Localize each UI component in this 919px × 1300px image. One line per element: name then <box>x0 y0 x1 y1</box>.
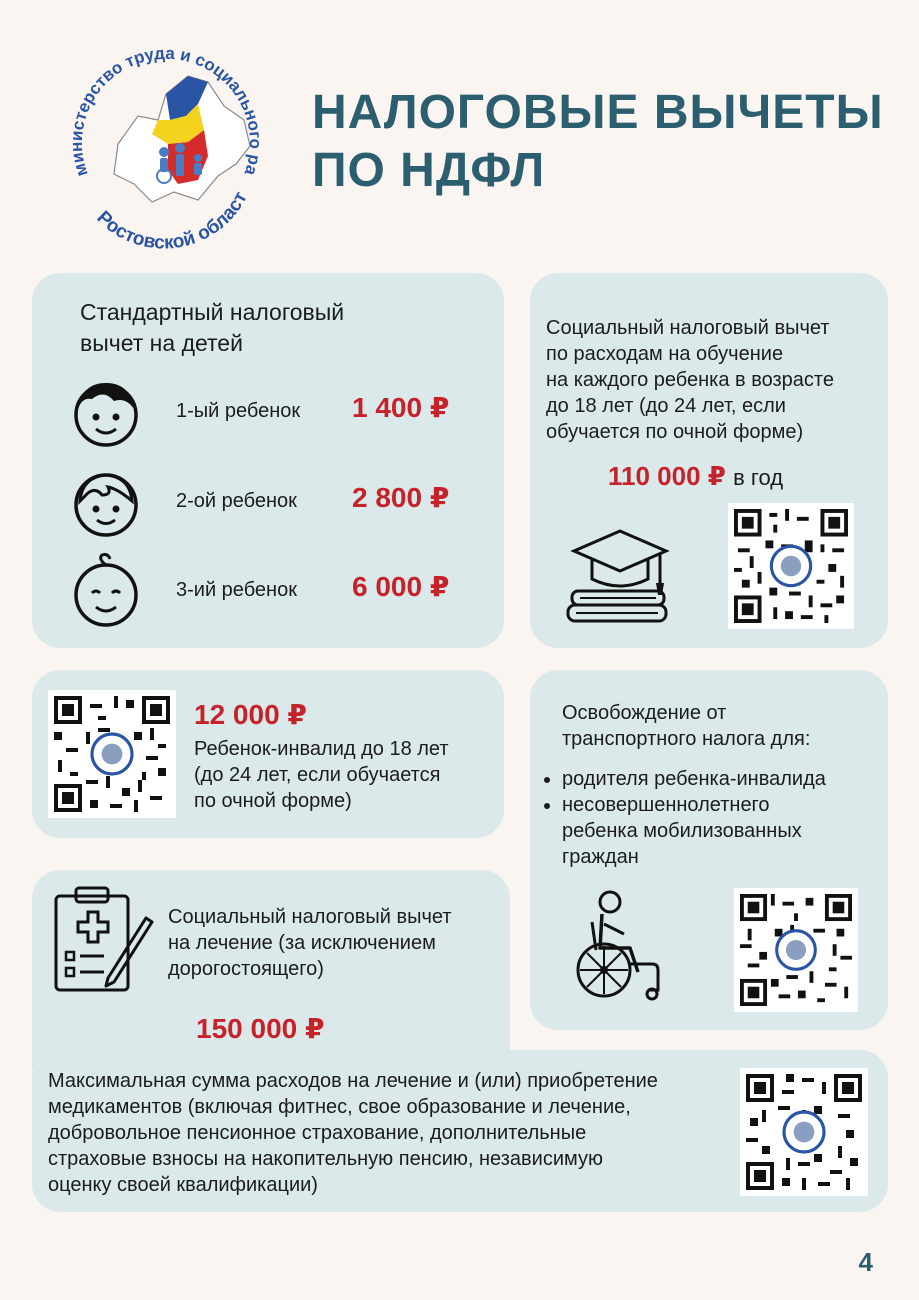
medical-clipboard-icon <box>50 882 154 999</box>
boy-face-icon <box>68 375 144 456</box>
education-amount-line <box>608 461 783 492</box>
transport-bullet-list <box>538 766 892 870</box>
disabled-child-deduction-card <box>32 670 504 838</box>
qr-code-disabled-child[interactable] <box>48 690 176 818</box>
child-1-amount: 1 400 ₽ <box>352 392 450 423</box>
child-2-label: 2-ой ребенок <box>176 490 297 512</box>
education-amount-suffix: в год <box>733 465 784 490</box>
logo-bottom-text: Ростовской област <box>92 188 252 254</box>
logo-top-text: министерство труда и социального ра <box>66 43 266 179</box>
children-deduction-card <box>32 273 504 648</box>
ministry-logo <box>48 24 280 256</box>
bottom-card-text: Максимальная сумма расходов на лечение и (или) приобретение медикаментов (включая фитнес, свое образование и лечение, добровольное пенсионное страхование, дополнительные страховые взносы на накопительную пенсию, независимую оценку своей квалификации) <box>48 1070 658 1196</box>
child-3-amount: 6 000 ₽ <box>352 571 450 602</box>
logo-emblem <box>48 24 280 256</box>
education-card-text: Социальный налоговый вычет по расходам на обучение на каждого ребенка в возрасте до 18 лет (до 24 лет, если обучается по очной форме) <box>546 317 834 443</box>
child-3-label: 3-ий ребенок <box>176 579 297 601</box>
disabled-child-amount: 12 000 ₽ <box>194 699 307 730</box>
page-number: 4 <box>858 1247 873 1277</box>
education-amount: 110 000 ₽ <box>608 461 726 491</box>
transport-card-heading: Освобождение от транспортного налога для: <box>562 702 811 750</box>
disabled-child-text: Ребенок-инвалид до 18 лет (до 24 лет, если обучается по очной форме) <box>194 738 449 812</box>
qr-code-medical[interactable] <box>740 1068 868 1196</box>
child-face-icon <box>68 465 144 546</box>
baby-face-icon <box>68 553 144 634</box>
transport-bullet-1: • родителя ребенка-инвалида <box>562 766 892 792</box>
page-title: НАЛОГОВЫЕ ВЫЧЕТЫ ПО НДФЛ <box>312 86 884 197</box>
medical-card-text: Социальный налоговый вычет на лечение (за исключением дорогостоящего) <box>168 906 452 980</box>
qr-code-transport[interactable] <box>734 888 858 1012</box>
transport-bullet-2: • несовершеннолетнего ребенка мобилизованных граждан <box>562 792 892 870</box>
transport-tax-card <box>530 670 888 1030</box>
child-1-label: 1-ый ребенок <box>176 400 301 422</box>
education-deduction-card <box>530 273 888 648</box>
medical-amount: 150 000 ₽ <box>196 1013 325 1044</box>
children-card-heading: Стандартный налоговый вычет на детей <box>80 299 345 356</box>
child-2-amount: 2 800 ₽ <box>352 482 450 513</box>
graduation-books-icon <box>564 517 674 632</box>
qr-code-education[interactable] <box>728 503 854 629</box>
wheelchair-person-icon <box>568 888 672 1009</box>
